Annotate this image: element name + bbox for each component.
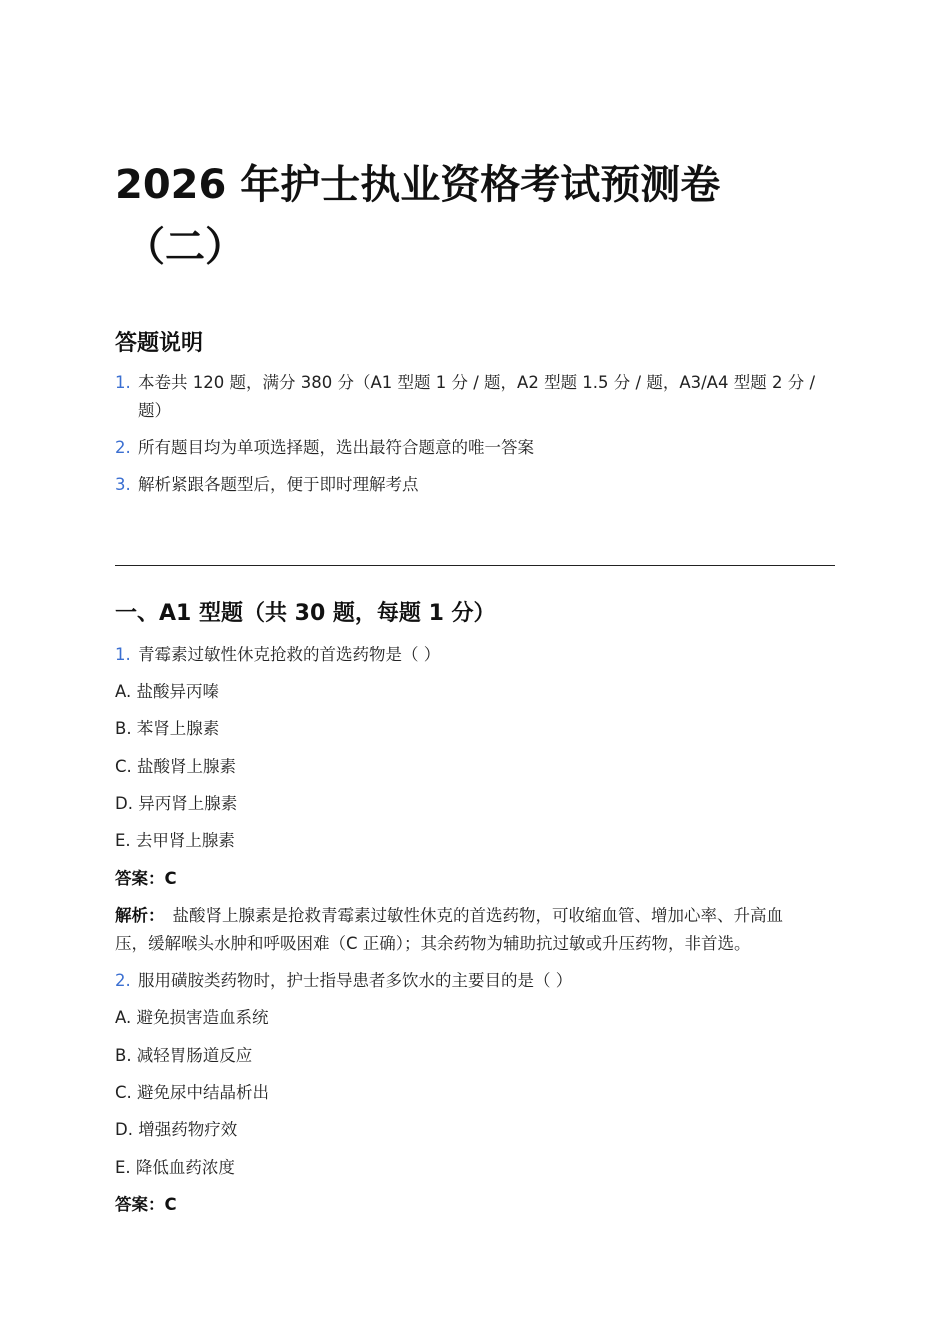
title-line-2: （二）	[125, 224, 245, 270]
list-number: 3.	[115, 475, 131, 494]
question-number: 1.	[115, 645, 131, 664]
instruction-item-1-continued: 题）	[138, 401, 171, 420]
option-b: B. 苯肾上腺素	[115, 719, 220, 738]
answer-label: 答案：	[115, 1195, 165, 1214]
analysis-text: 盐酸肾上腺素是抢救青霉素过敏性休克的首选药物，可收缩血管、增加心率、升高血	[172, 906, 783, 925]
instructions-heading: 答题说明	[115, 331, 204, 356]
answer-line	[115, 865, 177, 893]
analysis-line-1	[115, 902, 783, 930]
answer-label: 答案：	[115, 869, 165, 888]
option-a: A. 盐酸异丙嗪	[115, 682, 219, 701]
instruction-text: 所有题目均为单项选择题，选出最符合题意的唯一答案	[138, 438, 534, 457]
option-a: A. 避免损害造血系统	[115, 1008, 269, 1027]
option-c: C. 避免尿中结晶析出	[115, 1083, 270, 1102]
question-2-stem	[115, 967, 572, 995]
question-text: 青霉素过敏性休克抢救的首选药物是（ ）	[138, 645, 441, 664]
option-d: D. 异丙肾上腺素	[115, 794, 238, 813]
question-1-stem	[115, 641, 440, 669]
answer-value: C	[164, 1195, 177, 1214]
option-e: E. 去甲肾上腺素	[115, 831, 235, 850]
analysis-line-2: 压，缓解喉头水肿和呼吸困难（C 正确）；其余药物为辅助抗过敏或升压药物，非首选。	[115, 934, 751, 953]
document-title	[115, 154, 755, 278]
instruction-text: 本卷共 120 题，满分 380 分（A1 型题 1 分 / 题，A2 型题 1.5 分 / 题，A3/A4 型题 2 分 /	[138, 373, 816, 392]
title-line-1: 2026 年护士执业资格考试预测卷	[115, 162, 721, 208]
option-d: D. 增强药物疗效	[115, 1120, 238, 1139]
question-text: 服用磺胺类药物时，护士指导患者多饮水的主要目的是（ ）	[138, 971, 573, 990]
instruction-item-1	[115, 369, 815, 397]
question-number: 2.	[115, 971, 131, 990]
option-e: E. 降低血药浓度	[115, 1158, 235, 1177]
section-heading-a1: 一、A1 型题（共 30 题，每题 1 分）	[115, 601, 496, 626]
answer-value: C	[164, 869, 177, 888]
option-b: B. 减轻胃肠道反应	[115, 1046, 253, 1065]
instruction-item-3	[115, 471, 419, 499]
instruction-text: 解析紧跟各题型后，便于即时理解考点	[138, 475, 419, 494]
analysis-label: 解析：	[115, 906, 165, 925]
instruction-item-2	[115, 434, 534, 462]
answer-line	[115, 1191, 177, 1219]
list-number: 2.	[115, 438, 131, 457]
option-c: C. 盐酸肾上腺素	[115, 757, 237, 776]
section-divider	[115, 565, 835, 566]
list-number: 1.	[115, 373, 131, 392]
